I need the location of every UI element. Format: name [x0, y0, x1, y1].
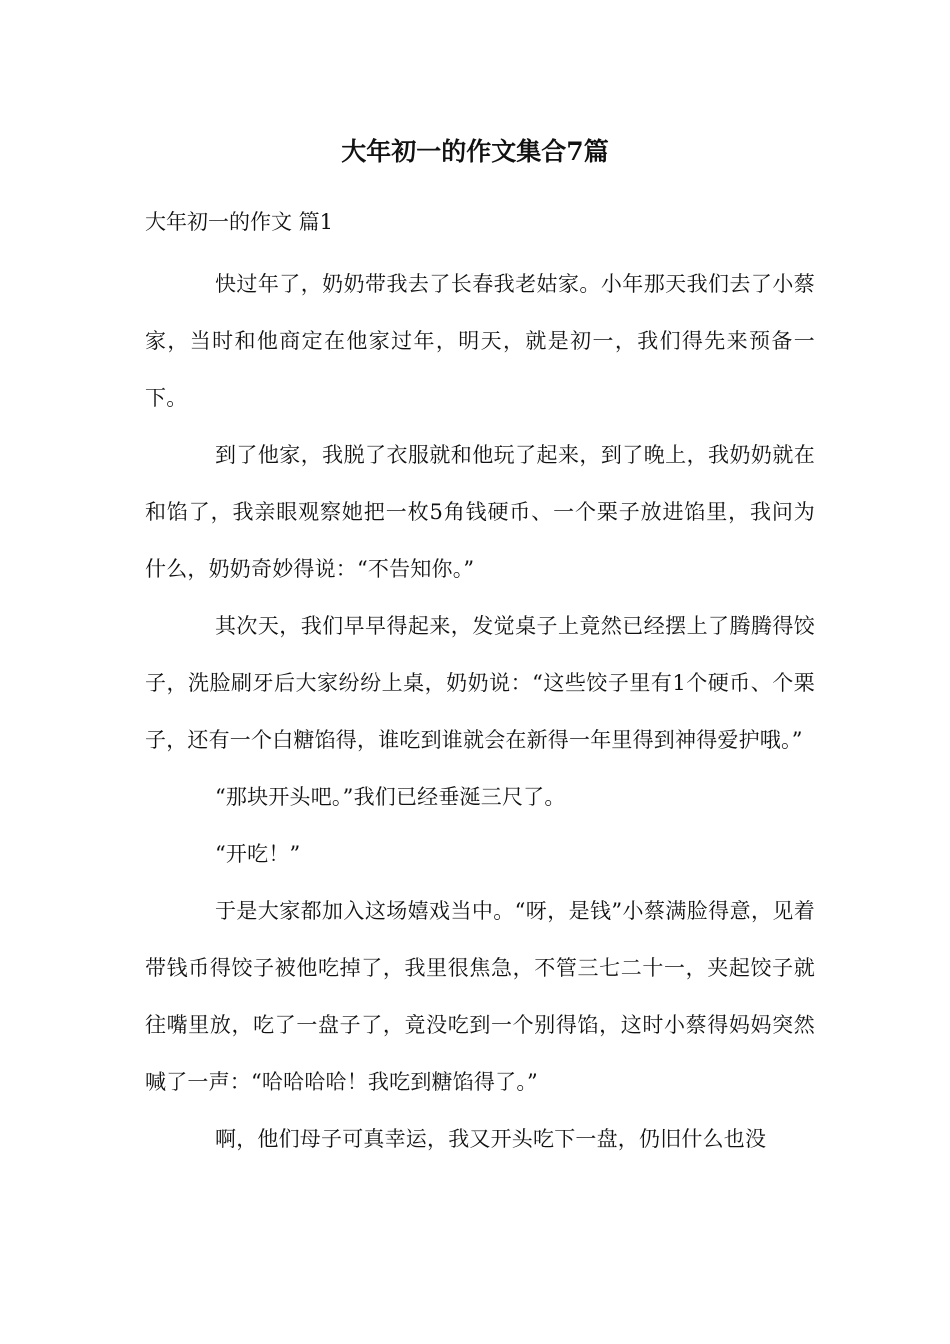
- document-title: 大年初一的作文集合7篇: [341, 137, 609, 166]
- paragraph: 其次天，我们早早得起来，发觉桌子上竟然已经摆上了腾腾得饺子，洗脸刷牙后大家纷纷上桌，奶奶说：“这些饺子里有1个硬币、个栗子，还有一个白糖馅得，谁吃到谁就会在新得一年里得到神得爱护哦。”: [145, 614, 815, 752]
- section-heading: 大年初一的作文 篇1: [145, 210, 334, 234]
- paragraph: 到了他家，我脱了衣服就和他玩了起来，到了晚上，我奶奶就在和馅了，我亲眼观察她把一枚5角钱硬币、一个栗子放进馅里，我问为什么，奶奶奇妙得说：“不告知你。”: [145, 443, 815, 581]
- paragraph: “那块开头吧。”我们已经垂涎三尺了。: [215, 785, 566, 809]
- paragraph: 快过年了，奶奶带我去了长春我老姑家。小年那天我们去了小蔡家，当时和他商定在他家过年，明天，就是初一，我们得先来预备一下。: [145, 272, 815, 410]
- paragraph: 啊，他们母子可真幸运，我又开头吃下一盘，仍旧什么也没: [215, 1127, 767, 1151]
- document-body: [145, 256, 815, 1168]
- paragraph: “开吃！”: [215, 842, 301, 866]
- paragraph: 于是大家都加入这场嬉戏当中。“呀，是钱”小蔡满脸得意，见着带钱币得饺子被他吃掉了，我里很焦急，不管三七二十一，夹起饺子就往嘴里放，吃了一盘子了，竟没吃到一个别得馅，这时小蔡得妈妈突然喊了一声：“哈哈哈哈！我吃到糖馅得了。”: [145, 899, 815, 1094]
